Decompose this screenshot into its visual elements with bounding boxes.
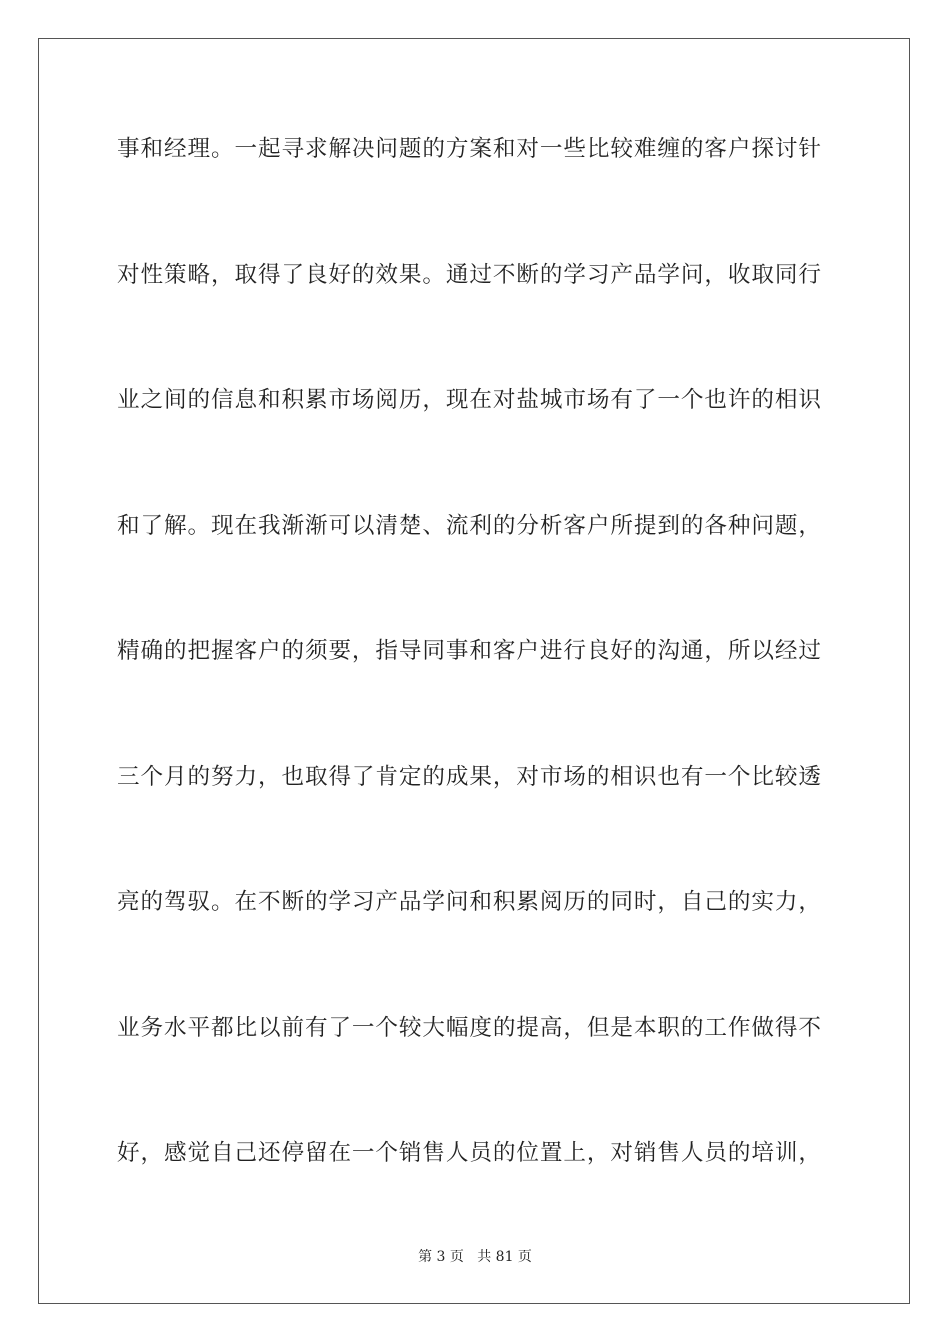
text-line: 业之间的信息和积累市场阅历，现在对盐城市场有了一个也许的相识 xyxy=(117,387,822,413)
text-line: 事和经理。一起寻求解决问题的方案和对一些比较难缠的客户探讨针 xyxy=(117,136,822,162)
text-line: 对性策略，取得了良好的效果。通过不断的学习产品学问，收取同行 xyxy=(117,262,822,288)
text-line: 精确的把握客户的须要，指导同事和客户进行良好的沟通，所以经过 xyxy=(117,638,822,664)
text-line: 亮的驾驭。在不断的学习产品学问和积累阅历的同时，自己的实力， xyxy=(117,889,822,915)
text-line: 业务水平都比以前有了一个较大幅度的提高，但是本职的工作做得不 xyxy=(117,1015,822,1041)
text-line: 三个月的努力，也取得了肯定的成果，对市场的相识也有一个比较透 xyxy=(117,764,822,790)
page-number-footer: 第 3 页 共 81 页 xyxy=(418,1249,532,1265)
page-border xyxy=(38,38,910,1304)
text-line: 和了解。现在我渐渐可以清楚、流利的分析客户所提到的各种问题， xyxy=(117,513,822,539)
text-line: 好，感觉自己还停留在一个销售人员的位置上，对销售人员的培训， xyxy=(117,1140,822,1166)
